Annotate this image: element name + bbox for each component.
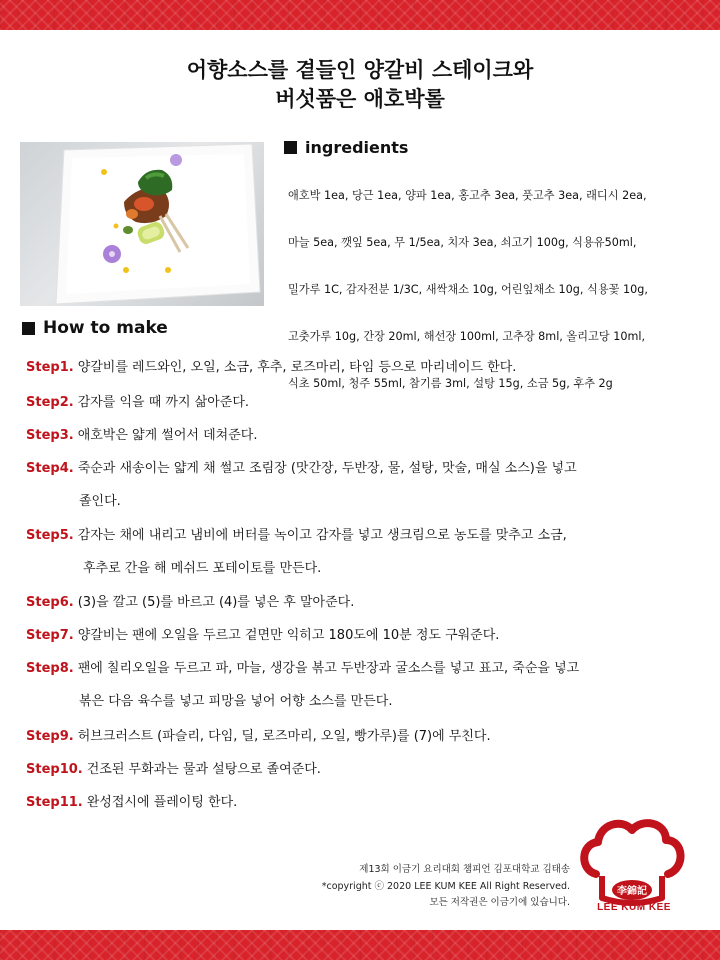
recipe-step (26, 652, 706, 718)
step-text: 완성접시에 플레이팅 한다. (86, 795, 238, 810)
step-text: 감자를 익을 때 까지 삶아준다. (77, 395, 250, 410)
step-text-continued: 졸인다. (79, 494, 121, 509)
logo-brand-name: LEE KUM KEE (597, 902, 671, 913)
step-label: Step11. (26, 795, 83, 810)
ingredients-heading-label: ingredients (305, 137, 409, 157)
recipe-step (26, 753, 706, 786)
recipe-step (26, 419, 706, 452)
bottom-decorative-band (0, 930, 720, 960)
how-to-make-heading-label: How to make (43, 318, 168, 338)
recipe-step (26, 720, 706, 753)
ingredients-line: 식초 50ml, 청주 55ml, 참기름 3ml, 설탕 15g, 소금 5g, 후추 2g (288, 376, 613, 390)
dish-photo (20, 142, 264, 306)
ingredients-line: 애호박 1ea, 당근 1ea, 양파 1ea, 홍고추 3ea, 풋고추 3ea, 래디시 2ea, (288, 188, 647, 202)
step-text: (3)을 깔고 (5)를 바르고 (4)를 넣은 후 말아준다. (77, 595, 355, 610)
step-text: 죽순과 새송이는 얇게 채 썰고 조림장 (맛간장, 두반장, 물, 설탕, 맛술, 매실 소스)을 넣고 (77, 461, 577, 476)
ingredients-line: 밀가루 1C, 감자전분 1/3C, 새싹채소 10g, 어린잎채소 10g, 식용꽃 10g, (288, 282, 648, 296)
top-decorative-band (0, 0, 720, 30)
step-text-continued: 볶은 다음 육수를 넣고 피망을 넣어 어향 소스를 만든다. (79, 694, 393, 709)
recipe-title-line2: 버섯품은 애호박롤 (275, 87, 445, 111)
how-to-make-heading (22, 317, 168, 339)
step-text: 건조된 무화과는 물과 설탕으로 졸여준다. (86, 762, 321, 777)
ingredients-line: 고춧가루 10g, 간장 20ml, 해선장 100ml, 고추장 8ml, 올리고당 10ml, (288, 329, 646, 343)
step-label: Step3. (26, 428, 74, 443)
step-label: Step10. (26, 762, 83, 777)
recipe-step (26, 452, 706, 518)
step-label: Step1. (26, 360, 74, 375)
step-text: 허브크러스트 (파슬리, 다임, 딜, 로즈마리, 오일, 빵가루)를 (7)에 무친다. (77, 729, 491, 744)
step-label: Step4. (26, 461, 74, 476)
step-text: 팬에 칠리오일을 두르고 파, 마늘, 생강을 볶고 두반장과 굴소스를 넣고 표고, 죽순을 넣고 (77, 661, 580, 676)
credit-rights: 모든 저작권은 이금기에 있습니다. (429, 897, 570, 908)
square-bullet-icon (22, 322, 35, 335)
recipe-step (26, 519, 706, 585)
logo-badge-text: 李錦記 (617, 886, 647, 897)
credit-author: 제13회 이금기 요리대회 챔피언 김포대학교 김태송 (359, 864, 570, 875)
dish-photo-illustration (20, 142, 264, 306)
step-text-continued: 후추로 간을 해 메쉬드 포테이토를 만든다. (83, 561, 322, 576)
step-label: Step7. (26, 628, 74, 643)
recipe-step (26, 619, 706, 652)
ingredients-heading (284, 136, 408, 158)
recipe-step (26, 351, 706, 384)
ingredients-line: 마늘 5ea, 깻잎 5ea, 무 1/5ea, 치자 3ea, 쇠고기 100g, 식용유50ml, (288, 235, 637, 249)
credit-copyright: *copyright ⓒ 2020 LEE KUM KEE All Right Reserved. (321, 880, 570, 892)
recipe-step (26, 586, 706, 619)
credit-block (250, 862, 570, 912)
step-text: 양갈비를 레드와인, 오일, 소금, 후추, 로즈마리, 타임 등으로 마리네이드 한다. (77, 360, 517, 375)
recipe-step (26, 386, 706, 419)
step-label: Step2. (26, 395, 74, 410)
step-label: Step8. (26, 661, 74, 676)
recipe-title (0, 56, 720, 114)
step-text: 감자는 채에 내리고 냄비에 버터를 녹이고 감자를 넣고 생크림으로 농도를 맞추고 소금, (77, 528, 567, 543)
step-text: 양갈비는 팬에 오일을 두르고 겉면만 익히고 180도에 10분 정도 구워준다. (77, 628, 500, 643)
step-label: Step9. (26, 729, 74, 744)
step-label: Step6. (26, 595, 74, 610)
step-text: 애호박은 얇게 썰어서 데쳐준다. (77, 428, 258, 443)
square-bullet-icon (284, 141, 297, 154)
step-label: Step5. (26, 528, 74, 543)
recipe-title-line1: 어향소스를 곁들인 양갈비 스테이크와 (186, 58, 534, 82)
